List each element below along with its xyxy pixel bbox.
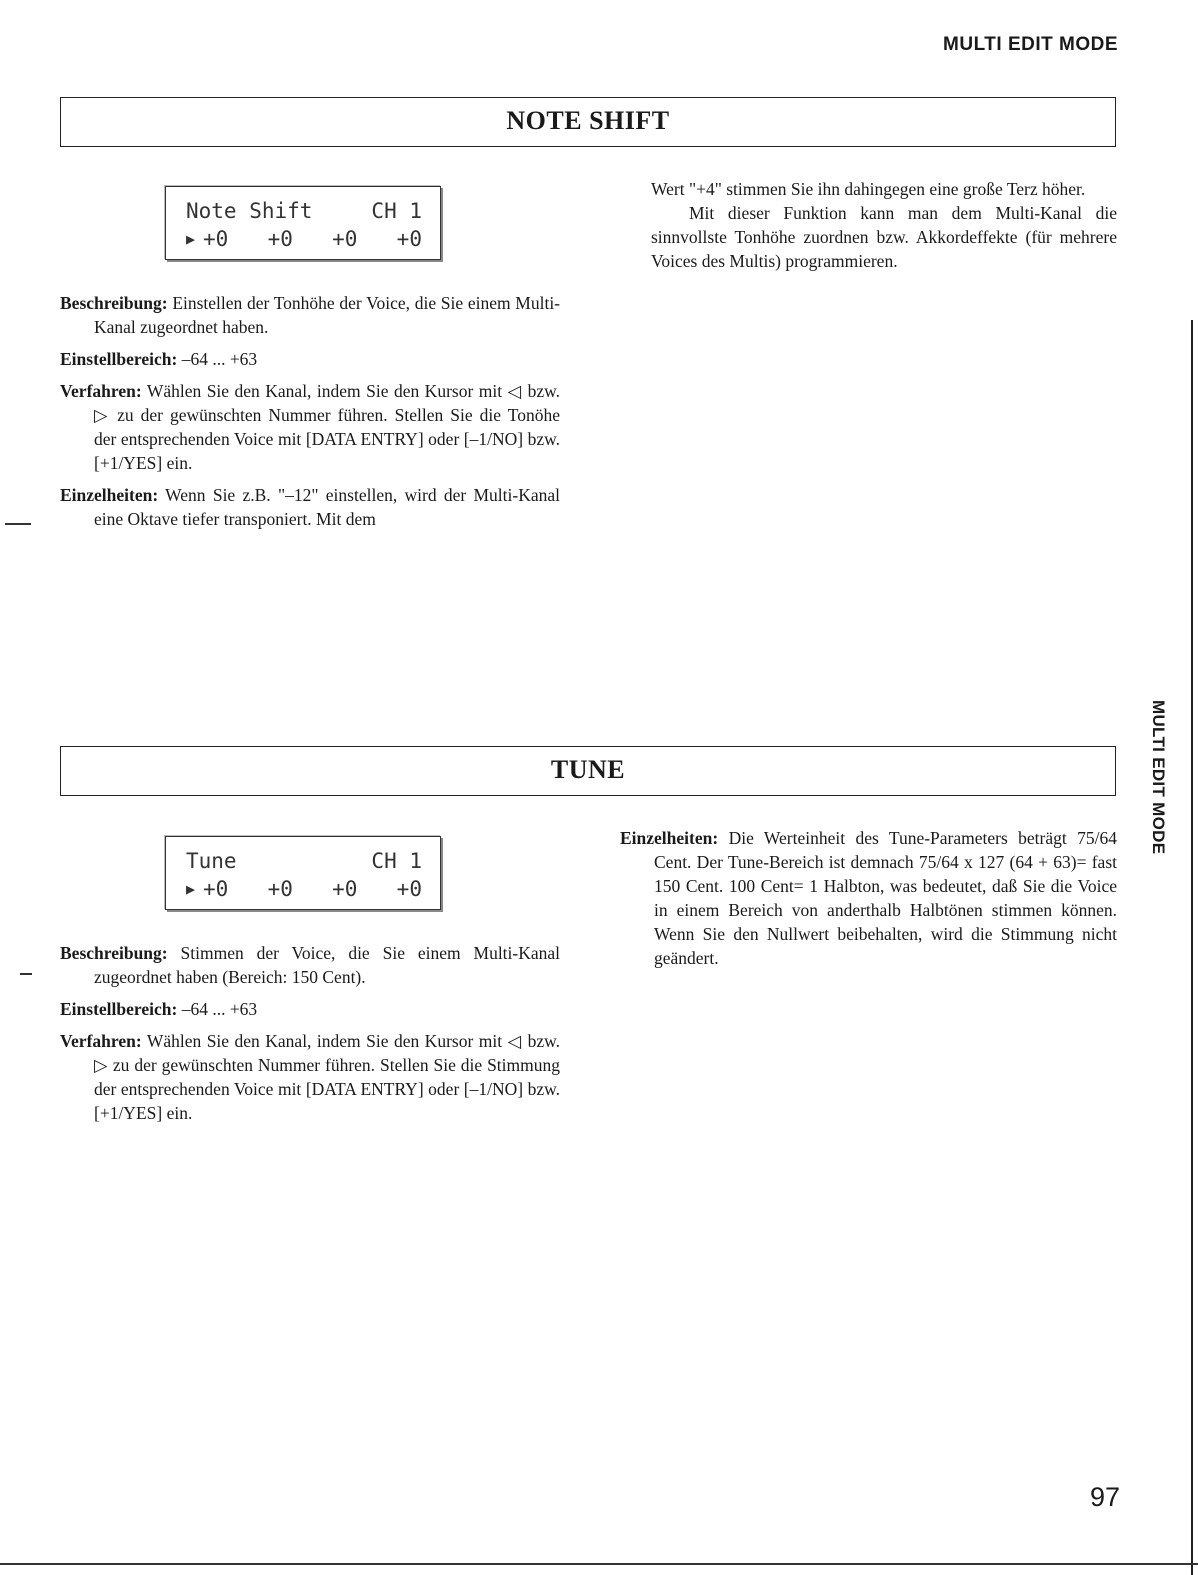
cursor-arrow-icon: ▶ bbox=[186, 230, 196, 248]
term-text: Die Werteinheit des Tune-Parameters beträgt 75/64 Cent. Der Tune-Bereich ist demnach 75/64 x 127 (64 + 63)= fast 150 Cent. 100 Cent= 1 Halbton, was bedeutet, daß Sie die Voice in einem Bereich von anderthalb Halbtönen stimmen können. Wenn Sie den Nullwert beibehalten, wird die Stimmung nicht geändert. bbox=[654, 828, 1117, 968]
einzelheiten-paragraph bbox=[60, 483, 560, 531]
term-label: Einstellbereich: bbox=[60, 999, 178, 1019]
margin-mark bbox=[20, 973, 32, 975]
bottom-rule bbox=[0, 1563, 1198, 1565]
verfahren-paragraph bbox=[60, 1029, 560, 1125]
beschreibung-paragraph bbox=[60, 941, 560, 989]
tune-heading-box bbox=[60, 746, 1116, 796]
tune-lcd-display bbox=[165, 836, 441, 910]
note-shift-title: NOTE SHIFT bbox=[506, 106, 670, 135]
einstellbereich-paragraph bbox=[60, 997, 560, 1021]
lcd-line-1 bbox=[186, 197, 422, 225]
lcd-value: +0 bbox=[396, 877, 422, 901]
lcd-value: +0 bbox=[267, 227, 293, 251]
term-text: Wenn Sie z.B. "–12" einstellen, wird der Multi-Kanal eine Oktave tiefer transponiert. Mit dem bbox=[94, 485, 561, 529]
lcd-value: +0 bbox=[332, 877, 358, 901]
term-text: Wählen Sie den Kanal, indem Sie den Kursor mit ◁ bzw. ▷ zu der gewünschten Nummer führen. Stellen Sie die Stimmung der entsprechenden Voice mit [DATA ENTRY] oder [–1/NO] bzw. [+1/YES] ein. bbox=[94, 1031, 560, 1123]
lcd-value: +0 bbox=[267, 877, 293, 901]
continuation-paragraph: Wert "+4" stimmen Sie ihn dahingegen eine große Terz höher. bbox=[651, 179, 1086, 199]
lcd-parameter-name: Tune bbox=[186, 849, 237, 873]
term-label: Verfahren: bbox=[60, 381, 142, 401]
note-shift-left-column bbox=[60, 291, 560, 539]
term-label: Verfahren: bbox=[60, 1031, 142, 1051]
lcd-line-2 bbox=[186, 875, 422, 903]
lcd-line-2 bbox=[186, 225, 422, 253]
margin-rule bbox=[1191, 320, 1193, 1575]
lcd-channel: CH 1 bbox=[371, 199, 422, 223]
einzelheiten-paragraph bbox=[620, 826, 1117, 970]
note-shift-lcd-display bbox=[165, 186, 441, 260]
side-tab-label: MULTI EDIT MODE bbox=[1149, 700, 1168, 855]
term-text: –64 ... +63 bbox=[181, 999, 258, 1019]
lcd-value: +0 bbox=[396, 227, 422, 251]
beschreibung-paragraph bbox=[60, 291, 560, 339]
verfahren-paragraph bbox=[60, 379, 560, 475]
lcd-line-1 bbox=[186, 847, 422, 875]
term-text: Einstellen der Tonhöhe der Voice, die Sie einem Multi-Kanal zugeordnet haben. bbox=[94, 293, 561, 337]
term-text: Wählen Sie den Kanal, indem Sie den Kursor mit ◁ bzw. ▷ zu der gewünschten Nummer führen. Stellen Sie die Tonöhe der entsprechenden Voice mit [DATA ENTRY] oder [–1/NO] bzw. [+1/YES] ein. bbox=[94, 381, 560, 473]
margin-mark bbox=[5, 523, 31, 525]
term-text: –64 ... +63 bbox=[181, 349, 258, 369]
term-text: Stimmen der Voice, die Sie einem Multi-Kanal zugeordnet haben (Bereich: 150 Cent). bbox=[94, 943, 561, 987]
einstellbereich-paragraph bbox=[60, 347, 560, 371]
term-label: Beschreibung: bbox=[60, 943, 168, 963]
running-header: MULTI EDIT MODE bbox=[943, 34, 1118, 55]
term-label: Einstellbereich: bbox=[60, 349, 178, 369]
term-label: Einzelheiten: bbox=[60, 485, 159, 505]
note-shift-heading-box bbox=[60, 97, 1116, 147]
lcd-value: +0 bbox=[203, 877, 229, 901]
lcd-values bbox=[203, 227, 422, 251]
function-paragraph: Mit dieser Funktion kann man dem Multi-Kanal die sinnvollste Tonhöhe zuordnen bzw. Akkordeffekte (für mehrere Voices des Multis) programmieren. bbox=[651, 203, 1117, 271]
tune-right-column bbox=[620, 826, 1117, 978]
term-label: Einzelheiten: bbox=[620, 828, 719, 848]
tune-left-column bbox=[60, 941, 560, 1133]
cursor-arrow-icon: ▶ bbox=[186, 880, 196, 898]
note-shift-right-column bbox=[651, 177, 1117, 273]
lcd-value: +0 bbox=[332, 227, 358, 251]
term-label: Beschreibung: bbox=[60, 293, 168, 313]
tune-title: TUNE bbox=[550, 755, 626, 784]
lcd-channel: CH 1 bbox=[371, 849, 422, 873]
lcd-parameter-name: Note Shift bbox=[186, 199, 313, 223]
lcd-values bbox=[203, 877, 422, 901]
lcd-value: +0 bbox=[203, 227, 229, 251]
page-number: 97 bbox=[1089, 1482, 1120, 1512]
